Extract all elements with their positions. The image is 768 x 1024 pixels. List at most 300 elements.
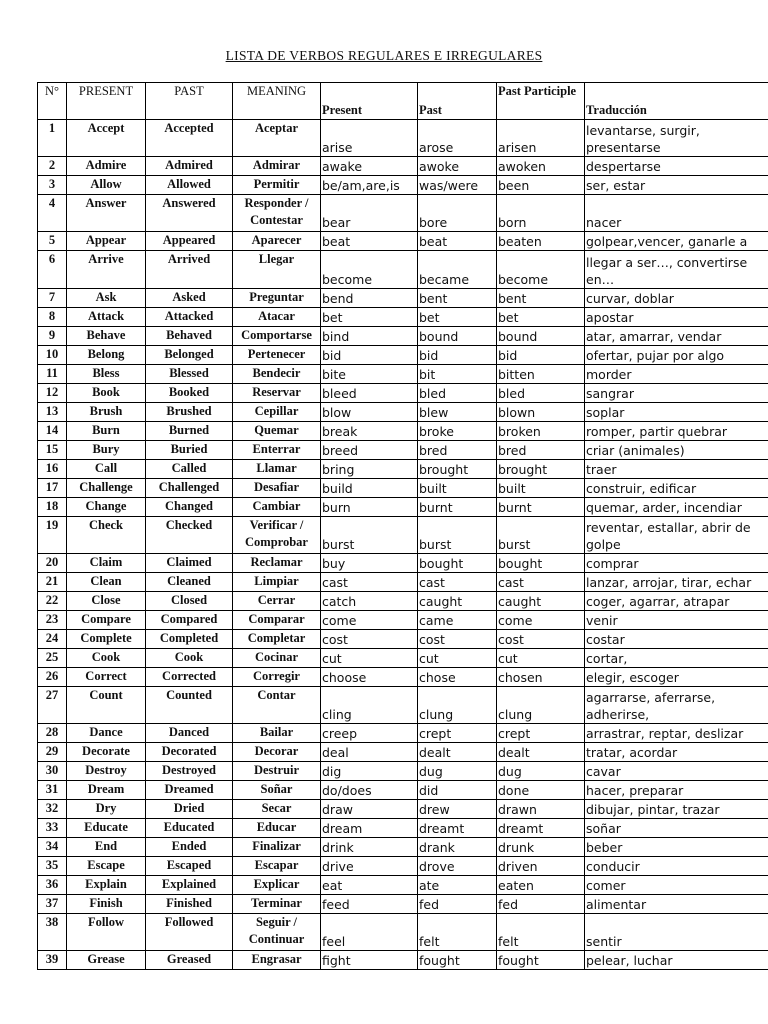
irregular-present-cell: come	[321, 611, 418, 630]
regular-past-cell: Belonged	[146, 346, 233, 365]
irregular-present-cell: dream	[321, 819, 418, 838]
regular-meaning-cell: Admirar	[233, 157, 321, 176]
regular-present-cell: Answer	[67, 195, 146, 232]
page-title: LISTA DE VERBOS REGULARES E IRREGULARES	[225, 48, 543, 63]
regular-meaning-cell: Finalizar	[233, 838, 321, 857]
regular-present-cell: Challenge	[67, 479, 146, 498]
irregular-past-cell: dug	[418, 762, 497, 781]
table-row	[38, 762, 768, 781]
regular-past-cell: Ended	[146, 838, 233, 857]
regular-present-cell: Bless	[67, 365, 146, 384]
irregular-present-cell: bleed	[321, 384, 418, 403]
row-number-cell: 38	[38, 914, 67, 951]
row-number-cell: 37	[38, 895, 67, 914]
irregular-present-cell: bid	[321, 346, 418, 365]
irregular-present-cell: bite	[321, 365, 418, 384]
regular-past-cell: Compared	[146, 611, 233, 630]
row-number-cell: 13	[38, 403, 67, 422]
regular-past-cell: Dreamed	[146, 781, 233, 800]
regular-meaning-cell: Permitir	[233, 176, 321, 195]
irregular-past-cell: burnt	[418, 498, 497, 517]
traduccion-cell: comer	[585, 876, 768, 895]
regular-present-cell: Grease	[67, 951, 146, 970]
header-irregular-past: Past	[418, 83, 497, 120]
traduccion-cell: levantarse, surgir, presentarse	[585, 120, 768, 157]
irregular-present-cell: burst	[321, 517, 418, 554]
regular-present-cell: Dry	[67, 800, 146, 819]
regular-present-cell: End	[67, 838, 146, 857]
irregular-past-participle-cell: bled	[497, 384, 585, 403]
row-number-cell: 29	[38, 743, 67, 762]
regular-present-cell: Ask	[67, 289, 146, 308]
table-row	[38, 554, 768, 573]
irregular-present-cell: dig	[321, 762, 418, 781]
regular-meaning-cell: Cepillar	[233, 403, 321, 422]
row-number-cell: 27	[38, 687, 67, 724]
row-number-cell: 32	[38, 800, 67, 819]
regular-past-cell: Admired	[146, 157, 233, 176]
regular-present-cell: Decorate	[67, 743, 146, 762]
traduccion-cell: soñar	[585, 819, 768, 838]
row-number-cell: 8	[38, 308, 67, 327]
irregular-past-cell: brought	[418, 460, 497, 479]
regular-present-cell: Check	[67, 517, 146, 554]
irregular-past-participle-cell: done	[497, 781, 585, 800]
row-number-cell: 36	[38, 876, 67, 895]
regular-present-cell: Arrive	[67, 251, 146, 289]
table-row	[38, 649, 768, 668]
regular-past-cell: Educated	[146, 819, 233, 838]
traduccion-cell: pelear, luchar	[585, 951, 768, 970]
table-row	[38, 630, 768, 649]
regular-past-cell: Corrected	[146, 668, 233, 687]
regular-past-cell: Cook	[146, 649, 233, 668]
irregular-present-cell: break	[321, 422, 418, 441]
traduccion-cell: arrastrar, reptar, deslizar	[585, 724, 768, 743]
table-row	[38, 327, 768, 346]
header-number: N°	[38, 83, 67, 120]
irregular-past-cell: drew	[418, 800, 497, 819]
regular-meaning-cell: Quemar	[233, 422, 321, 441]
row-number-cell: 25	[38, 649, 67, 668]
irregular-past-cell: arose	[418, 120, 497, 157]
irregular-past-participle-cell: dug	[497, 762, 585, 781]
traduccion-cell: beber	[585, 838, 768, 857]
irregular-past-cell: blew	[418, 403, 497, 422]
irregular-present-cell: blow	[321, 403, 418, 422]
regular-past-cell: Greased	[146, 951, 233, 970]
table-row	[38, 176, 768, 195]
traduccion-cell: ser, estar	[585, 176, 768, 195]
irregular-present-cell: feel	[321, 914, 418, 951]
regular-meaning-cell: Enterrar	[233, 441, 321, 460]
irregular-past-participle-cell: cast	[497, 573, 585, 592]
table-row	[38, 251, 768, 289]
irregular-past-cell: clung	[418, 687, 497, 724]
regular-past-cell: Burned	[146, 422, 233, 441]
regular-meaning-cell: Secar	[233, 800, 321, 819]
irregular-past-cell: burst	[418, 517, 497, 554]
irregular-past-participle-cell: drunk	[497, 838, 585, 857]
table-row	[38, 800, 768, 819]
regular-meaning-cell: Reclamar	[233, 554, 321, 573]
table-row	[38, 422, 768, 441]
regular-past-cell: Followed	[146, 914, 233, 951]
regular-present-cell: Claim	[67, 554, 146, 573]
traduccion-cell: romper, partir quebrar	[585, 422, 768, 441]
row-number-cell: 23	[38, 611, 67, 630]
irregular-past-participle-cell: bred	[497, 441, 585, 460]
regular-past-cell: Arrived	[146, 251, 233, 289]
irregular-past-cell: came	[418, 611, 497, 630]
regular-present-cell: Compare	[67, 611, 146, 630]
table-row	[38, 573, 768, 592]
traduccion-cell: tratar, acordar	[585, 743, 768, 762]
regular-meaning-cell: Educar	[233, 819, 321, 838]
regular-meaning-cell: Completar	[233, 630, 321, 649]
row-number-cell: 9	[38, 327, 67, 346]
regular-meaning-cell: Cambiar	[233, 498, 321, 517]
irregular-present-cell: deal	[321, 743, 418, 762]
regular-meaning-cell: Preguntar	[233, 289, 321, 308]
regular-meaning-cell: Cocinar	[233, 649, 321, 668]
row-number-cell: 14	[38, 422, 67, 441]
irregular-past-cell: caught	[418, 592, 497, 611]
traduccion-cell: coger, agarrar, atrapar	[585, 592, 768, 611]
regular-present-cell: Finish	[67, 895, 146, 914]
irregular-past-participle-cell: broken	[497, 422, 585, 441]
row-number-cell: 12	[38, 384, 67, 403]
regular-past-cell: Destroyed	[146, 762, 233, 781]
regular-past-cell: Called	[146, 460, 233, 479]
irregular-past-participle-cell: clung	[497, 687, 585, 724]
traduccion-cell: comprar	[585, 554, 768, 573]
table-row	[38, 195, 768, 232]
irregular-past-participle-cell: burnt	[497, 498, 585, 517]
regular-past-cell: Cleaned	[146, 573, 233, 592]
traduccion-cell: agarrarse, aferrarse, adherirse,	[585, 687, 768, 724]
irregular-past-cell: crept	[418, 724, 497, 743]
table-row	[38, 232, 768, 251]
table-row	[38, 120, 768, 157]
regular-meaning-cell: Atacar	[233, 308, 321, 327]
irregular-past-participle-cell: crept	[497, 724, 585, 743]
irregular-past-participle-cell: fed	[497, 895, 585, 914]
row-number-cell: 19	[38, 517, 67, 554]
irregular-past-cell: cost	[418, 630, 497, 649]
table-row	[38, 914, 768, 951]
irregular-past-participle-cell: bent	[497, 289, 585, 308]
regular-meaning-cell: Comparar	[233, 611, 321, 630]
table-row	[38, 517, 768, 554]
header-past: PAST	[146, 83, 233, 120]
irregular-past-participle-cell: been	[497, 176, 585, 195]
irregular-present-cell: creep	[321, 724, 418, 743]
irregular-past-cell: awoke	[418, 157, 497, 176]
irregular-past-cell: cut	[418, 649, 497, 668]
traduccion-cell: elegir, escoger	[585, 668, 768, 687]
regular-past-cell: Buried	[146, 441, 233, 460]
table-row	[38, 895, 768, 914]
row-number-cell: 16	[38, 460, 67, 479]
irregular-past-participle-cell: caught	[497, 592, 585, 611]
row-number-cell: 11	[38, 365, 67, 384]
header-present: PRESENT	[67, 83, 146, 120]
irregular-past-participle-cell: dealt	[497, 743, 585, 762]
regular-present-cell: Book	[67, 384, 146, 403]
irregular-past-participle-cell: eaten	[497, 876, 585, 895]
irregular-past-cell: chose	[418, 668, 497, 687]
regular-meaning-cell: Reservar	[233, 384, 321, 403]
row-number-cell: 6	[38, 251, 67, 289]
regular-past-cell: Finished	[146, 895, 233, 914]
table-row	[38, 838, 768, 857]
irregular-past-cell: drank	[418, 838, 497, 857]
irregular-past-cell: bled	[418, 384, 497, 403]
regular-present-cell: Admire	[67, 157, 146, 176]
irregular-present-cell: burn	[321, 498, 418, 517]
regular-present-cell: Dance	[67, 724, 146, 743]
regular-present-cell: Destroy	[67, 762, 146, 781]
table-row	[38, 346, 768, 365]
irregular-present-cell: awake	[321, 157, 418, 176]
traduccion-cell: conducir	[585, 857, 768, 876]
traduccion-cell: traer	[585, 460, 768, 479]
traduccion-cell: hacer, preparar	[585, 781, 768, 800]
table-row	[38, 441, 768, 460]
row-number-cell: 18	[38, 498, 67, 517]
irregular-past-participle-cell: cut	[497, 649, 585, 668]
regular-meaning-cell: Destruir	[233, 762, 321, 781]
row-number-cell: 28	[38, 724, 67, 743]
table-row	[38, 592, 768, 611]
irregular-present-cell: cling	[321, 687, 418, 724]
irregular-past-participle-cell: driven	[497, 857, 585, 876]
regular-meaning-cell: Aparecer	[233, 232, 321, 251]
row-number-cell: 3	[38, 176, 67, 195]
irregular-past-participle-cell: dreamt	[497, 819, 585, 838]
regular-present-cell: Cook	[67, 649, 146, 668]
regular-present-cell: Count	[67, 687, 146, 724]
irregular-past-cell: bore	[418, 195, 497, 232]
row-number-cell: 5	[38, 232, 67, 251]
regular-past-cell: Changed	[146, 498, 233, 517]
row-number-cell: 30	[38, 762, 67, 781]
traduccion-cell: venir	[585, 611, 768, 630]
irregular-past-participle-cell: burst	[497, 517, 585, 554]
irregular-past-cell: ate	[418, 876, 497, 895]
regular-meaning-cell: Limpiar	[233, 573, 321, 592]
irregular-past-cell: fought	[418, 951, 497, 970]
regular-present-cell: Appear	[67, 232, 146, 251]
header-meaning: MEANING	[233, 83, 321, 120]
irregular-present-cell: drink	[321, 838, 418, 857]
table-row	[38, 876, 768, 895]
irregular-past-participle-cell: bid	[497, 346, 585, 365]
irregular-present-cell: breed	[321, 441, 418, 460]
regular-meaning-cell: Soñar	[233, 781, 321, 800]
traduccion-cell: reventar, estallar, abrir de golpe	[585, 517, 768, 554]
irregular-present-cell: fight	[321, 951, 418, 970]
irregular-past-participle-cell: come	[497, 611, 585, 630]
regular-present-cell: Dream	[67, 781, 146, 800]
traduccion-cell: despertarse	[585, 157, 768, 176]
traduccion-cell: lanzar, arrojar, tirar, echar	[585, 573, 768, 592]
irregular-past-cell: did	[418, 781, 497, 800]
irregular-past-participle-cell: bought	[497, 554, 585, 573]
row-number-cell: 24	[38, 630, 67, 649]
regular-past-cell: Checked	[146, 517, 233, 554]
regular-present-cell: Accept	[67, 120, 146, 157]
irregular-present-cell: become	[321, 251, 418, 289]
traduccion-cell: cavar	[585, 762, 768, 781]
table-row	[38, 365, 768, 384]
irregular-past-cell: fed	[418, 895, 497, 914]
traduccion-cell: alimentar	[585, 895, 768, 914]
traduccion-cell: atar, amarrar, vendar	[585, 327, 768, 346]
irregular-past-cell: became	[418, 251, 497, 289]
irregular-past-participle-cell: built	[497, 479, 585, 498]
irregular-present-cell: bring	[321, 460, 418, 479]
row-number-cell: 20	[38, 554, 67, 573]
table-row	[38, 479, 768, 498]
traduccion-cell: soplar	[585, 403, 768, 422]
regular-past-cell: Escaped	[146, 857, 233, 876]
row-number-cell: 39	[38, 951, 67, 970]
irregular-present-cell: bear	[321, 195, 418, 232]
irregular-present-cell: catch	[321, 592, 418, 611]
irregular-past-participle-cell: beaten	[497, 232, 585, 251]
irregular-past-cell: bound	[418, 327, 497, 346]
irregular-past-cell: bought	[418, 554, 497, 573]
irregular-past-participle-cell: drawn	[497, 800, 585, 819]
irregular-past-participle-cell: bitten	[497, 365, 585, 384]
table-row	[38, 289, 768, 308]
regular-past-cell: Answered	[146, 195, 233, 232]
irregular-present-cell: cost	[321, 630, 418, 649]
regular-past-cell: Challenged	[146, 479, 233, 498]
regular-present-cell: Escape	[67, 857, 146, 876]
regular-present-cell: Clean	[67, 573, 146, 592]
irregular-present-cell: choose	[321, 668, 418, 687]
row-number-cell: 17	[38, 479, 67, 498]
table-row	[38, 781, 768, 800]
irregular-past-participle-cell: chosen	[497, 668, 585, 687]
row-number-cell: 31	[38, 781, 67, 800]
row-number-cell: 7	[38, 289, 67, 308]
irregular-past-participle-cell: become	[497, 251, 585, 289]
traduccion-cell: sangrar	[585, 384, 768, 403]
irregular-past-cell: broke	[418, 422, 497, 441]
regular-past-cell: Booked	[146, 384, 233, 403]
regular-present-cell: Complete	[67, 630, 146, 649]
regular-past-cell: Danced	[146, 724, 233, 743]
irregular-present-cell: build	[321, 479, 418, 498]
traduccion-cell: costar	[585, 630, 768, 649]
regular-present-cell: Change	[67, 498, 146, 517]
regular-present-cell: Call	[67, 460, 146, 479]
irregular-past-participle-cell: bound	[497, 327, 585, 346]
regular-meaning-cell: Terminar	[233, 895, 321, 914]
regular-meaning-cell: Llegar	[233, 251, 321, 289]
irregular-present-cell: bind	[321, 327, 418, 346]
regular-present-cell: Belong	[67, 346, 146, 365]
irregular-past-cell: drove	[418, 857, 497, 876]
traduccion-cell: golpear,vencer, ganarle a	[585, 232, 768, 251]
irregular-past-participle-cell: fought	[497, 951, 585, 970]
irregular-present-cell: arise	[321, 120, 418, 157]
regular-past-cell: Closed	[146, 592, 233, 611]
irregular-present-cell: cast	[321, 573, 418, 592]
regular-past-cell: Blessed	[146, 365, 233, 384]
irregular-past-participle-cell: born	[497, 195, 585, 232]
traduccion-cell: curvar, doblar	[585, 289, 768, 308]
regular-meaning-cell: Pertenecer	[233, 346, 321, 365]
traduccion-cell: nacer	[585, 195, 768, 232]
regular-past-cell: Allowed	[146, 176, 233, 195]
table-row	[38, 498, 768, 517]
regular-past-cell: Asked	[146, 289, 233, 308]
table-row	[38, 857, 768, 876]
regular-past-cell: Dried	[146, 800, 233, 819]
irregular-present-cell: feed	[321, 895, 418, 914]
regular-past-cell: Decorated	[146, 743, 233, 762]
table-row	[38, 157, 768, 176]
irregular-past-participle-cell: felt	[497, 914, 585, 951]
regular-past-cell: Claimed	[146, 554, 233, 573]
row-number-cell: 1	[38, 120, 67, 157]
regular-present-cell: Brush	[67, 403, 146, 422]
regular-past-cell: Brushed	[146, 403, 233, 422]
regular-meaning-cell: Llamar	[233, 460, 321, 479]
traduccion-cell: morder	[585, 365, 768, 384]
regular-present-cell: Allow	[67, 176, 146, 195]
traduccion-cell: construir, edificar	[585, 479, 768, 498]
regular-present-cell: Correct	[67, 668, 146, 687]
irregular-present-cell: be/am,are,is	[321, 176, 418, 195]
regular-meaning-cell: Responder / Contestar	[233, 195, 321, 232]
verb-table	[37, 82, 768, 970]
irregular-present-cell: drive	[321, 857, 418, 876]
table-row	[38, 951, 768, 970]
irregular-present-cell: do/does	[321, 781, 418, 800]
table-row	[38, 308, 768, 327]
irregular-past-participle-cell: blown	[497, 403, 585, 422]
regular-present-cell: Educate	[67, 819, 146, 838]
regular-meaning-cell: Engrasar	[233, 951, 321, 970]
regular-meaning-cell: Comportarse	[233, 327, 321, 346]
regular-past-cell: Counted	[146, 687, 233, 724]
regular-meaning-cell: Desafiar	[233, 479, 321, 498]
regular-meaning-cell: Contar	[233, 687, 321, 724]
row-number-cell: 35	[38, 857, 67, 876]
irregular-past-cell: dreamt	[418, 819, 497, 838]
table-row	[38, 403, 768, 422]
regular-meaning-cell: Decorar	[233, 743, 321, 762]
table-row	[38, 668, 768, 687]
irregular-past-cell: bid	[418, 346, 497, 365]
row-number-cell: 2	[38, 157, 67, 176]
irregular-present-cell: cut	[321, 649, 418, 668]
traduccion-cell: ofertar, pujar por algo	[585, 346, 768, 365]
table-row	[38, 724, 768, 743]
irregular-past-cell: built	[418, 479, 497, 498]
traduccion-cell: sentir	[585, 914, 768, 951]
regular-meaning-cell: Escapar	[233, 857, 321, 876]
irregular-present-cell: buy	[321, 554, 418, 573]
table-row	[38, 384, 768, 403]
irregular-past-participle-cell: bet	[497, 308, 585, 327]
